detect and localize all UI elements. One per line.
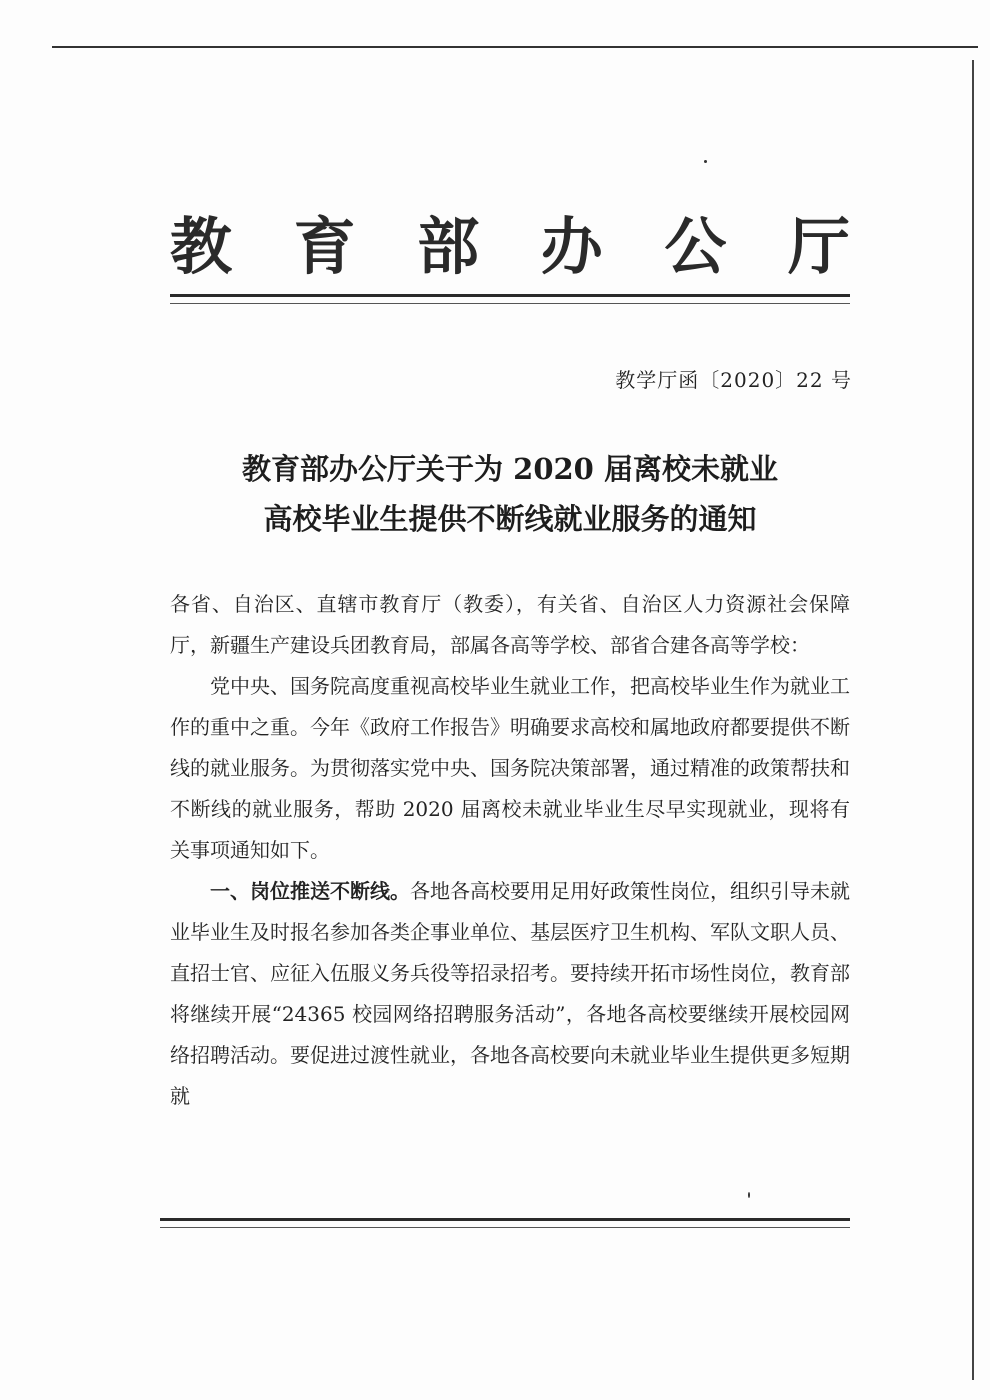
addressee-paragraph: 各省、自治区、直辖市教育厅（教委），有关省、自治区人力资源社会保障厅，新疆生产建设兵团教育局，部属各高等学校、部省合建各高等学校： [170, 592, 850, 657]
scan-top-edge [52, 46, 978, 48]
issuing-agency-header [170, 196, 850, 286]
agency-char: 教 [170, 209, 233, 283]
header-separator-rule [170, 294, 850, 297]
document-body [170, 584, 850, 1117]
intro-paragraph: 党中央、国务院高度重视高校毕业生就业工作，把高校毕业生作为就业工作的重中之重。今年《政府工作报告》明确要求高校和属地政府都要提供不断线的就业服务。为贯彻落实党中央、国务院决策部署，通过精准的政策帮扶和不断线的就业服务，帮助 2020 届离校未就业毕业生尽早实现就业，现将有关事项通知如下。 [170, 674, 850, 862]
document-title [140, 444, 880, 544]
agency-char: 厅 [787, 209, 850, 283]
scan-speck [748, 1192, 750, 1198]
scan-right-edge [972, 60, 974, 1380]
agency-char: 公 [664, 209, 727, 283]
section-1-paragraph [170, 871, 850, 1117]
agency-char: 部 [417, 209, 480, 283]
footer-separator-rule [160, 1218, 850, 1221]
document-number: 教学厅函〔2020〕22 号 [615, 368, 852, 392]
scan-speck [704, 160, 707, 163]
section-1-text: 各地各高校要用足用好政策性岗位，组织引导未就业毕业生及时报名参加各类企事业单位、基层医疗卫生机构、军队文职人员、直招士官、应征入伍服义务兵役等招录招考。要持续开拓市场性岗位，教育部将继续开展“24365 校园网络招聘服务活动”，各地各高校要继续开展校园网络招聘活动。要促进过渡性就业，各地各高校要向未就业毕业生提供更多短期就 [170, 879, 850, 1108]
title-line: 教育部办公厅关于为 2020 届离校未就业 [242, 452, 778, 486]
agency-char: 办 [540, 209, 603, 283]
agency-char: 育 [293, 209, 356, 283]
section-1-heading: 一、岗位推送不断线。 [210, 879, 410, 903]
title-line: 高校毕业生提供不断线就业服务的通知 [263, 502, 757, 536]
